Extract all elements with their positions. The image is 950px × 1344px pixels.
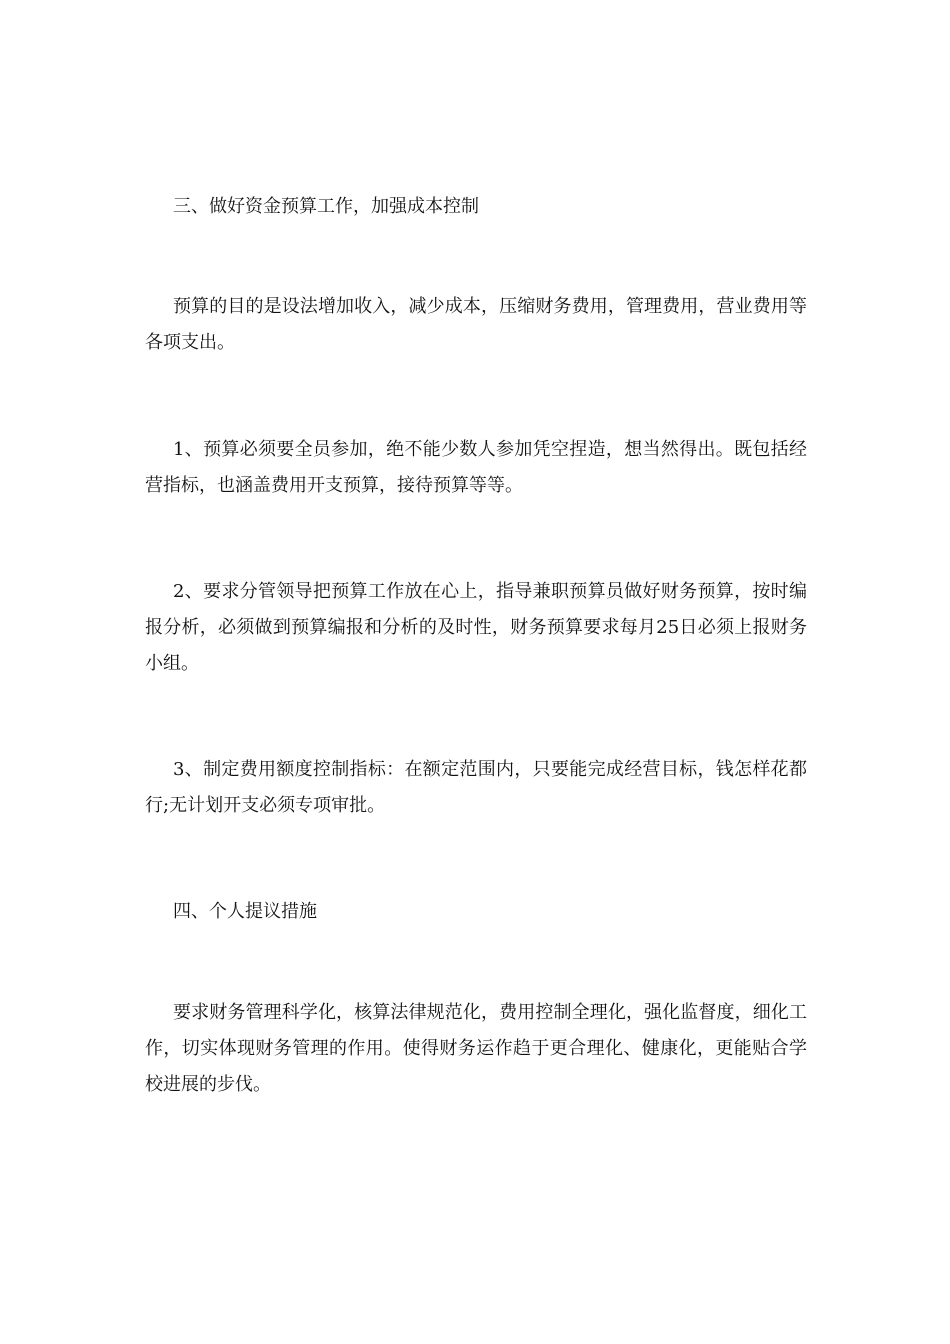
item-3-paragraph: 3、制定费用额度控制指标：在额定范围内，只要能完成经营目标，钱怎样花都行;无计划开支必须专项审批。 <box>145 759 807 816</box>
item-2-paragraph: 2、要求分管领导把预算工作放在心上，指导兼职预算员做好财务预算，按时编报分析，必须做到预算编报和分析的及时性，财务预算要求每月25日必须上报财务小组。 <box>145 581 807 674</box>
section-4-heading: 四、个人提议措施 <box>173 901 317 922</box>
section-3-heading: 三、做好资金预算工作，加强成本控制 <box>173 196 479 217</box>
section-3-intro-paragraph: 预算的目的是设法增加收入，减少成本，压缩财务费用，管理费用，营业费用等各项支出。 <box>145 296 807 353</box>
section-4-body-paragraph: 要求财务管理科学化，核算法律规范化，费用控制全理化，强化监督度，细化工作，切实体现财务管理的作用。使得财务运作趋于更合理化、健康化，更能贴合学校进展的步伐。 <box>145 1002 807 1095</box>
item-1-paragraph: 1、预算必须要全员参加，绝不能少数人参加凭空捏造，想当然得出。既包括经营指标，也涵盖费用开支预算，接待预算等等。 <box>145 439 807 496</box>
